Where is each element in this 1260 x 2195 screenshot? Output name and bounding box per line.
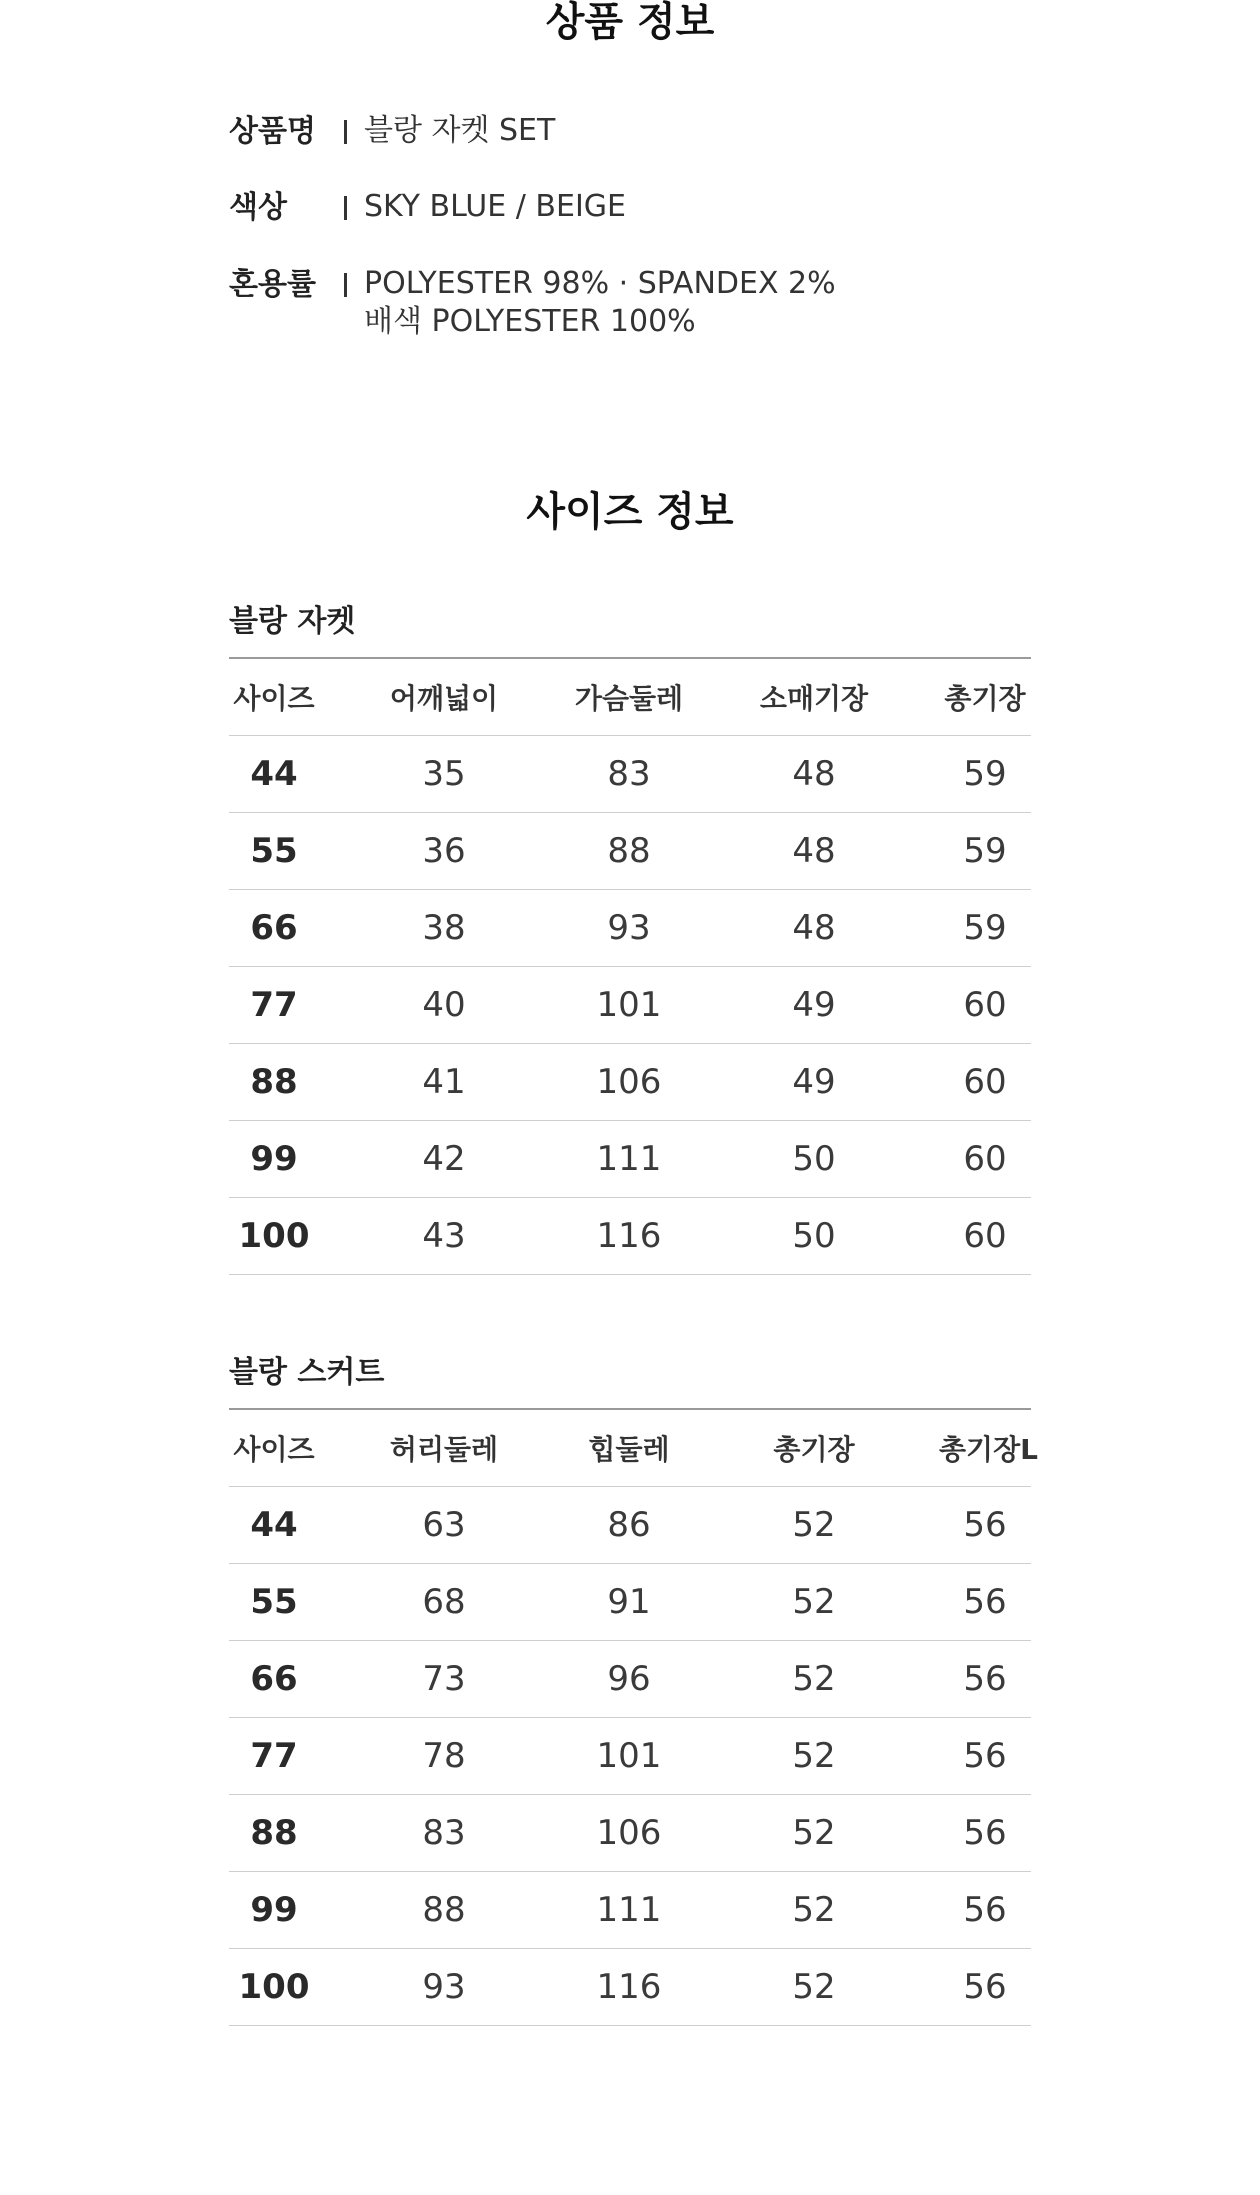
col-header-length: 총기장 [939,658,1031,736]
info-value-material: POLYESTER 98% · SPANDEX 2% [364,266,836,301]
cell: 116 [569,1949,689,2026]
table-row [229,1641,1031,1718]
table-header-row [229,1409,1031,1487]
cell: 56 [939,1872,1031,1949]
cell: 52 [689,1487,939,1564]
cell: 38 [319,890,569,967]
table-header-row [229,658,1031,736]
jacket-size-table [229,657,1031,1275]
skirt-size-table [229,1408,1038,2026]
cell: 52 [689,1718,939,1795]
cell: 60 [939,1121,1031,1198]
cell: 60 [939,967,1031,1044]
cell: 83 [319,1795,569,1872]
table-row [229,1949,1031,2026]
cell-size: 88 [229,1795,319,1872]
cell: 48 [689,736,939,813]
info-key-name: 상품명 [229,114,316,149]
cell-size: 99 [229,1121,319,1198]
info-key-material: 혼용률 [229,267,316,302]
cell: 41 [319,1044,569,1121]
table-row [229,890,1031,967]
cell: 91 [569,1564,689,1641]
skirt-table-caption: 블랑 스커트 [229,1355,385,1390]
cell: 106 [569,1044,689,1121]
cell: 36 [319,813,569,890]
cell: 101 [569,967,689,1044]
cell: 73 [319,1641,569,1718]
cell-size: 44 [229,1487,319,1564]
cell: 88 [319,1872,569,1949]
info-value-color: SKY BLUE / BEIGE [364,189,626,224]
cell: 48 [689,813,939,890]
cell: 52 [689,1795,939,1872]
cell: 111 [569,1872,689,1949]
jacket-table-caption: 블랑 자켓 [229,604,356,639]
table-row [229,967,1031,1044]
size-info-title: 사이즈 정보 [526,489,734,535]
col-header-size: 사이즈 [229,658,319,736]
cell: 49 [689,1044,939,1121]
info-divider [344,273,347,297]
cell-size: 100 [229,1949,319,2026]
table-row [229,1872,1031,1949]
cell: 50 [689,1121,939,1198]
cell: 35 [319,736,569,813]
col-header-sleeve: 소매기장 [689,658,939,736]
table-row [229,1044,1031,1121]
cell: 96 [569,1641,689,1718]
cell-size: 77 [229,967,319,1044]
cell: 106 [569,1795,689,1872]
cell: 56 [939,1487,1031,1564]
table-row [229,736,1031,813]
cell: 101 [569,1718,689,1795]
cell: 56 [939,1718,1031,1795]
cell: 83 [569,736,689,813]
cell: 56 [939,1564,1031,1641]
cell: 60 [939,1198,1031,1275]
col-header-length: 총기장 [689,1409,939,1487]
cell: 93 [569,890,689,967]
cell: 50 [689,1198,939,1275]
info-key-color: 색상 [229,190,287,225]
cell: 116 [569,1198,689,1275]
cell: 59 [939,736,1031,813]
cell: 93 [319,1949,569,2026]
info-value-material-accent: 배색 POLYESTER 100% [364,304,696,339]
table-row [229,1795,1031,1872]
cell: 40 [319,967,569,1044]
cell: 59 [939,813,1031,890]
table-row [229,1121,1031,1198]
cell: 52 [689,1949,939,2026]
product-info-title: 상품 정보 [545,0,715,45]
col-header-length-l: 총기장L [939,1409,1031,1487]
col-header-shoulder: 어깨넓이 [319,658,569,736]
cell-size: 55 [229,813,319,890]
cell: 43 [319,1198,569,1275]
col-header-size: 사이즈 [229,1409,319,1487]
info-divider [344,196,347,220]
cell: 60 [939,1044,1031,1121]
table-row [229,813,1031,890]
col-header-waist: 허리둘레 [319,1409,569,1487]
cell: 56 [939,1949,1031,2026]
cell-size: 88 [229,1044,319,1121]
table-row [229,1718,1031,1795]
info-value-name: 블랑 자켓 SET [364,113,556,148]
table-row [229,1564,1031,1641]
cell: 88 [569,813,689,890]
col-header-chest: 가슴둘레 [569,658,689,736]
table-row [229,1198,1031,1275]
table-row [229,1487,1031,1564]
cell: 49 [689,967,939,1044]
cell: 59 [939,890,1031,967]
cell: 56 [939,1795,1031,1872]
col-header-hip: 힙둘레 [569,1409,689,1487]
cell-size: 100 [229,1198,319,1275]
cell-size: 99 [229,1872,319,1949]
cell-size: 44 [229,736,319,813]
cell: 63 [319,1487,569,1564]
cell: 111 [569,1121,689,1198]
cell-size: 66 [229,890,319,967]
cell: 52 [689,1872,939,1949]
cell: 56 [939,1641,1031,1718]
cell-size: 77 [229,1718,319,1795]
cell: 52 [689,1564,939,1641]
cell: 78 [319,1718,569,1795]
cell: 42 [319,1121,569,1198]
cell: 86 [569,1487,689,1564]
cell: 52 [689,1641,939,1718]
cell-size: 66 [229,1641,319,1718]
cell: 68 [319,1564,569,1641]
info-divider [344,120,347,144]
cell: 48 [689,890,939,967]
cell-size: 55 [229,1564,319,1641]
